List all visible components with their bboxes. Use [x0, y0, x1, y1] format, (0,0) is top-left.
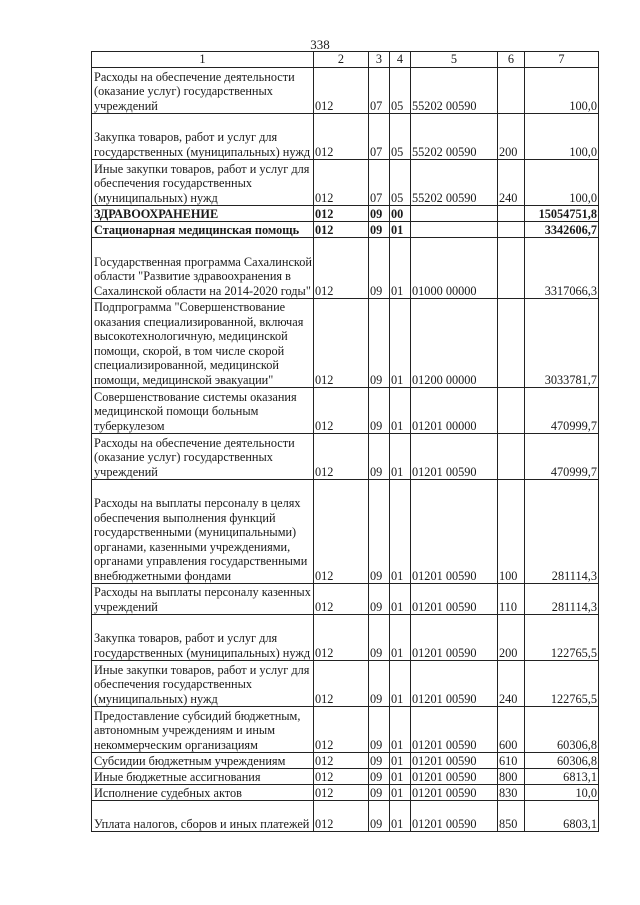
- row-col4-cell: 01: [390, 615, 411, 661]
- row-col4-cell: 01: [390, 769, 411, 785]
- row-col5-cell: 01201 00590: [411, 707, 498, 753]
- row-col6-cell: 200: [498, 615, 525, 661]
- row-col3-cell: 09: [369, 206, 390, 222]
- row-value-cell: 3342606,7: [525, 222, 599, 238]
- row-col2-cell: 012: [314, 480, 369, 584]
- row-col6-cell: 600: [498, 707, 525, 753]
- row-col5-cell: 01200 00000: [411, 299, 498, 388]
- table-row: [92, 785, 599, 801]
- row-value-cell: 100,0: [525, 114, 599, 160]
- row-value-cell: 6803,1: [525, 801, 599, 832]
- table-row: [92, 299, 599, 388]
- row-name-cell: Закупка товаров, работ и услуг для государственных (муниципальных) нужд: [92, 615, 314, 661]
- row-value-cell: 60306,8: [525, 753, 599, 769]
- row-name-cell: ЗДРАВООХРАНЕНИЕ: [92, 206, 314, 222]
- row-col3-cell: 09: [369, 769, 390, 785]
- row-col2-cell: 012: [314, 584, 369, 615]
- table-row: [92, 480, 599, 584]
- row-col6-cell: [498, 388, 525, 434]
- row-col5-cell: 55202 00590: [411, 114, 498, 160]
- row-name-cell: Совершенствование системы оказания медицинской помощи больным туберкулезом: [92, 388, 314, 434]
- header-cell-1: 1: [92, 52, 314, 68]
- row-value-cell: 470999,7: [525, 388, 599, 434]
- row-col3-cell: 09: [369, 753, 390, 769]
- row-value-cell: 60306,8: [525, 707, 599, 753]
- row-col2-cell: 012: [314, 68, 369, 114]
- table-row: [92, 68, 599, 114]
- row-col3-cell: 09: [369, 584, 390, 615]
- row-name-cell: Закупка товаров, работ и услуг для государственных (муниципальных) нужд: [92, 114, 314, 160]
- row-value-cell: 470999,7: [525, 434, 599, 480]
- row-name-cell: Иные бюджетные ассигнования: [92, 769, 314, 785]
- row-name-cell: Уплата налогов, сборов и иных платежей: [92, 801, 314, 832]
- row-col2-cell: 012: [314, 238, 369, 299]
- row-col2-cell: 012: [314, 753, 369, 769]
- header-cell-6: 6: [498, 52, 525, 68]
- row-value-cell: 15054751,8: [525, 206, 599, 222]
- row-col5-cell: 01201 00000: [411, 388, 498, 434]
- row-col5-cell: 01201 00590: [411, 753, 498, 769]
- row-col3-cell: 09: [369, 388, 390, 434]
- row-col2-cell: 012: [314, 434, 369, 480]
- row-col4-cell: 01: [390, 584, 411, 615]
- row-col4-cell: 01: [390, 801, 411, 832]
- row-value-cell: 10,0: [525, 785, 599, 801]
- row-col4-cell: 01: [390, 299, 411, 388]
- row-value-cell: 3317066,3: [525, 238, 599, 299]
- table-row: [92, 753, 599, 769]
- row-col2-cell: 012: [314, 160, 369, 206]
- row-col6-cell: 800: [498, 769, 525, 785]
- table-row: [92, 801, 599, 832]
- row-col4-cell: 01: [390, 661, 411, 707]
- row-name-cell: Стационарная медицинская помощь: [92, 222, 314, 238]
- row-value-cell: 281114,3: [525, 480, 599, 584]
- table-row: [92, 160, 599, 206]
- row-col4-cell: 01: [390, 388, 411, 434]
- row-col2-cell: 012: [314, 299, 369, 388]
- row-name-cell: Предоставление субсидий бюджетным, автономным учреждениям и иным некоммерческим организациям: [92, 707, 314, 753]
- header-cell-2: 2: [314, 52, 369, 68]
- row-col3-cell: 07: [369, 68, 390, 114]
- row-value-cell: 122765,5: [525, 615, 599, 661]
- row-name-cell: Иные закупки товаров, работ и услуг для обеспечения государственных (муниципальных) нужд: [92, 661, 314, 707]
- row-col3-cell: 07: [369, 160, 390, 206]
- row-col3-cell: 09: [369, 785, 390, 801]
- row-col3-cell: 09: [369, 434, 390, 480]
- row-name-cell: Исполнение судебных актов: [92, 785, 314, 801]
- row-col3-cell: 09: [369, 801, 390, 832]
- row-col4-cell: 01: [390, 785, 411, 801]
- row-col5-cell: 55202 00590: [411, 68, 498, 114]
- row-name-cell: Иные закупки товаров, работ и услуг для обеспечения государственных (муниципальных) нужд: [92, 160, 314, 206]
- row-col5-cell: 01201 00590: [411, 661, 498, 707]
- row-col4-cell: 05: [390, 114, 411, 160]
- row-col6-cell: 200: [498, 114, 525, 160]
- table-row: [92, 238, 599, 299]
- header-cell-3: 3: [369, 52, 390, 68]
- header-cell-5: 5: [411, 52, 498, 68]
- row-col4-cell: 01: [390, 707, 411, 753]
- row-col5-cell: [411, 206, 498, 222]
- table-row: [92, 388, 599, 434]
- table-row: [92, 222, 599, 238]
- row-name-cell: Расходы на выплаты персоналу в целях обеспечения выполнения функций государственными (муниципальными) органами, казенными учреждениями, органами управления государственными внебюджетными фондами: [92, 480, 314, 584]
- row-col4-cell: 01: [390, 222, 411, 238]
- row-col5-cell: 01201 00590: [411, 801, 498, 832]
- row-col3-cell: 09: [369, 238, 390, 299]
- row-col5-cell: 01000 00000: [411, 238, 498, 299]
- table-body: [92, 52, 599, 832]
- page-number: 338: [310, 37, 330, 52]
- row-col5-cell: 01201 00590: [411, 785, 498, 801]
- row-name-cell: Расходы на обеспечение деятельности (оказание услуг) государственных учреждений: [92, 434, 314, 480]
- row-col6-cell: 830: [498, 785, 525, 801]
- row-col6-cell: 610: [498, 753, 525, 769]
- row-col2-cell: 012: [314, 388, 369, 434]
- row-col6-cell: 100: [498, 480, 525, 584]
- row-col5-cell: 01201 00590: [411, 480, 498, 584]
- row-col2-cell: 012: [314, 769, 369, 785]
- row-value-cell: 3033781,7: [525, 299, 599, 388]
- row-col4-cell: 01: [390, 753, 411, 769]
- row-col2-cell: 012: [314, 707, 369, 753]
- row-col6-cell: [498, 222, 525, 238]
- row-col6-cell: [498, 299, 525, 388]
- row-col2-cell: 012: [314, 615, 369, 661]
- row-col2-cell: 012: [314, 114, 369, 160]
- table-row: [92, 769, 599, 785]
- row-name-cell: Расходы на выплаты персоналу казенных учреждений: [92, 584, 314, 615]
- row-col3-cell: 09: [369, 661, 390, 707]
- row-name-cell: Государственная программа Сахалинской области "Развитие здравоохранения в Сахалинской области на 2014-2020 годы": [92, 238, 314, 299]
- table-row: [92, 434, 599, 480]
- row-col3-cell: 07: [369, 114, 390, 160]
- row-col3-cell: 09: [369, 615, 390, 661]
- row-col2-cell: 012: [314, 206, 369, 222]
- budget-table: [91, 51, 599, 832]
- row-col5-cell: 01201 00590: [411, 769, 498, 785]
- row-value-cell: 100,0: [525, 160, 599, 206]
- row-col4-cell: 01: [390, 434, 411, 480]
- row-col6-cell: [498, 238, 525, 299]
- row-col6-cell: [498, 206, 525, 222]
- row-value-cell: 281114,3: [525, 584, 599, 615]
- row-col5-cell: 01201 00590: [411, 615, 498, 661]
- row-col3-cell: 09: [369, 480, 390, 584]
- row-col4-cell: 01: [390, 238, 411, 299]
- header-row: [92, 52, 599, 68]
- row-col2-cell: 012: [314, 785, 369, 801]
- table-row: [92, 661, 599, 707]
- row-col5-cell: 01201 00590: [411, 434, 498, 480]
- row-col2-cell: 012: [314, 661, 369, 707]
- table-row: [92, 114, 599, 160]
- row-col6-cell: 240: [498, 661, 525, 707]
- table-row: [92, 206, 599, 222]
- row-col4-cell: 00: [390, 206, 411, 222]
- table-row: [92, 584, 599, 615]
- row-col2-cell: 012: [314, 801, 369, 832]
- row-col4-cell: 01: [390, 480, 411, 584]
- row-name-cell: Подпрограмма "Совершенствование оказания специализированной, включая высокотехнологичную, медицинской помощи, скорой, в том числе скорой специализированной, медицинской помощи, медицинской эвакуации": [92, 299, 314, 388]
- row-col5-cell: 55202 00590: [411, 160, 498, 206]
- row-value-cell: 122765,5: [525, 661, 599, 707]
- row-col6-cell: [498, 68, 525, 114]
- row-col4-cell: 05: [390, 68, 411, 114]
- row-col5-cell: [411, 222, 498, 238]
- row-col5-cell: 01201 00590: [411, 584, 498, 615]
- row-col3-cell: 09: [369, 299, 390, 388]
- row-col4-cell: 05: [390, 160, 411, 206]
- row-col2-cell: 012: [314, 222, 369, 238]
- row-col6-cell: 240: [498, 160, 525, 206]
- table-row: [92, 707, 599, 753]
- row-col3-cell: 09: [369, 222, 390, 238]
- row-name-cell: Расходы на обеспечение деятельности (оказание услуг) государственных учреждений: [92, 68, 314, 114]
- table-row: [92, 615, 599, 661]
- row-value-cell: 6813,1: [525, 769, 599, 785]
- header-cell-7: 7: [525, 52, 599, 68]
- row-col6-cell: 110: [498, 584, 525, 615]
- row-value-cell: 100,0: [525, 68, 599, 114]
- row-name-cell: Субсидии бюджетным учреждениям: [92, 753, 314, 769]
- row-col6-cell: [498, 434, 525, 480]
- row-col6-cell: 850: [498, 801, 525, 832]
- row-col3-cell: 09: [369, 707, 390, 753]
- header-cell-4: 4: [390, 52, 411, 68]
